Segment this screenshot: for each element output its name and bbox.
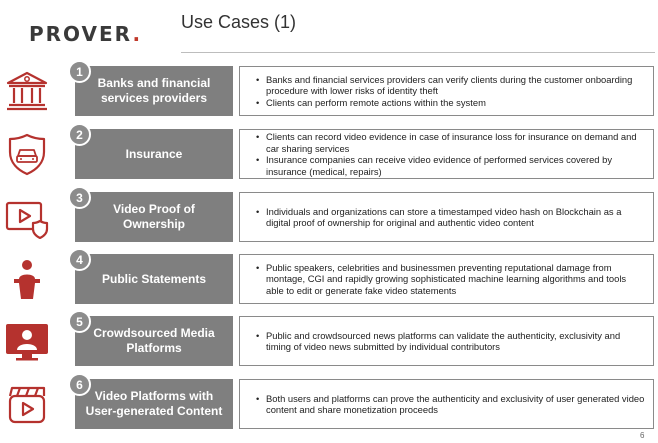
use-case-row-crowdsourced xyxy=(0,316,658,366)
page-title: Use Cases (1) xyxy=(181,12,297,32)
clapperboard-icon xyxy=(2,381,52,427)
podium-speaker-icon xyxy=(2,256,52,302)
use-case-label: Crowdsourced Media Platforms xyxy=(75,316,233,366)
use-case-description xyxy=(239,316,654,366)
use-case-label: Insurance xyxy=(75,129,233,179)
bullet-item: • Insurance companies can receive video evidence of performed services covered by insurance (medical, repairs) xyxy=(260,154,645,177)
use-case-row-banks xyxy=(0,66,658,116)
bullet-item: • Public and crowdsourced news platforms can validate the authenticity, exclusivity and timing of video news submitted by individual contributors xyxy=(260,330,645,353)
use-case-number-badge: 5 xyxy=(68,310,91,333)
bullet-item: • Clients can record video evidence in case of insurance loss for insurance on demand and car sharing services xyxy=(260,131,645,154)
use-case-description xyxy=(239,129,654,179)
use-case-number-badge: 6 xyxy=(68,373,91,396)
use-case-number-badge: 4 xyxy=(68,248,91,271)
bullet-item: • Banks and financial services providers can verify clients during the customer onboarding procedure with lower risks of identity theft xyxy=(260,74,645,97)
video-shield-icon xyxy=(2,194,52,240)
use-case-description xyxy=(239,66,654,116)
bullet-item: • Clients can perform remote actions within the system xyxy=(260,97,645,109)
title-divider xyxy=(181,52,655,53)
use-case-label: Video Proof of Ownership xyxy=(75,192,233,242)
prover-logo: PROVER. xyxy=(29,22,143,46)
bank-icon xyxy=(2,68,52,114)
use-case-description xyxy=(239,379,654,429)
use-case-row-video-platforms xyxy=(0,379,658,429)
bullet-item: • Both users and platforms can prove the authenticity and exclusivity of user generated video content and share monetization proceeds xyxy=(260,393,645,416)
use-case-row-public-statements xyxy=(0,254,658,304)
use-case-label: Banks and financial services providers xyxy=(75,66,233,116)
use-case-number-badge: 2 xyxy=(68,123,91,146)
car-shield-icon xyxy=(2,131,52,177)
use-case-label: Video Platforms with User-generated Content xyxy=(75,379,233,429)
bullet-item: • Individuals and organizations can store a timestamped video hash on Blockchain as a digital proof of ownership for original and authentic video content xyxy=(260,206,645,229)
use-case-description xyxy=(239,254,654,304)
use-case-number-badge: 1 xyxy=(68,60,91,83)
page-number: 6 xyxy=(640,431,645,440)
bullet-item: • Public speakers, celebrities and businessmen preventing reputational damage from montage, CGI and rapidly growing sophisticated machine learning algorithms and tools able to edit or generate fake video statements xyxy=(260,262,645,297)
use-case-description xyxy=(239,192,654,242)
use-case-number-badge: 3 xyxy=(68,186,91,209)
use-case-label: Public Statements xyxy=(75,254,233,304)
use-case-row-video-proof xyxy=(0,192,658,242)
monitor-person-icon xyxy=(2,318,52,364)
use-case-row-insurance xyxy=(0,129,658,179)
